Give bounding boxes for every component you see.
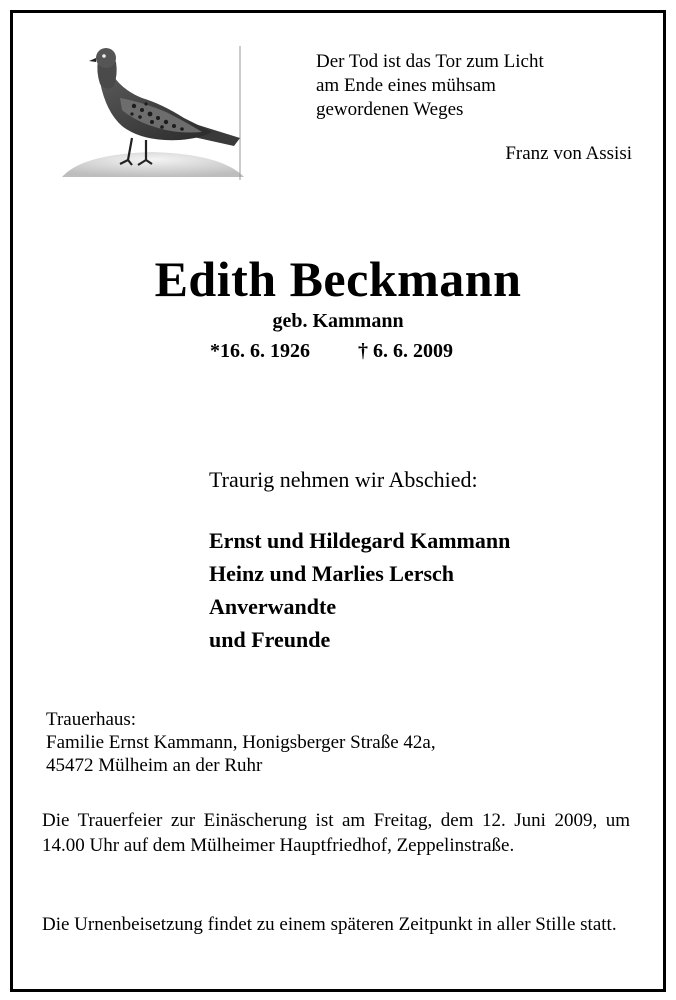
farewell-text: Traurig nehmen wir Abschied: [209, 467, 478, 492]
quote-author: Franz von Assisi [505, 143, 632, 164]
urn-burial-text: Die Urnenbeisetzung findet zu einem späteren Zeitpunkt in aller Stille statt. [42, 914, 617, 935]
mourning-house-city: 45472 Mülheim an der Ruhr [46, 755, 263, 776]
mourner: Heinz und Marlies Lersch [209, 561, 455, 586]
deceased-name: Edith Beckmann [154, 251, 522, 307]
mourner: und Freunde [209, 627, 331, 652]
quote-line: am Ende eines mühsam [316, 75, 496, 96]
death-date: † 6. 6. 2009 [358, 340, 453, 362]
mourner: Anverwandte [209, 594, 337, 619]
mourning-house-address: Familie Ernst Kammann, Honigsberger Straße 42a, [46, 732, 436, 753]
mourners-list [209, 524, 510, 656]
pigeon-icon [62, 42, 244, 182]
quote-line: Der Tod ist das Tor zum Licht [316, 51, 544, 72]
ceremony-text: Die Trauerfeier zur Einäscherung ist am Freitag, dem 12. Juni 2009, um 14.00 Uhr auf dem Mülheimer Hauptfriedhof, Zeppelinstraße. [42, 810, 630, 856]
mourner: Ernst und Hildegard Kammann [209, 528, 511, 553]
quote-line: gewordenen Weges [316, 99, 464, 120]
mourning-house-label: Trauerhaus: [46, 709, 137, 730]
quote [316, 50, 626, 122]
birth-name: geb. Kammann [272, 310, 404, 332]
birth-date: *16. 6. 1926 [210, 340, 310, 362]
mourning-house [46, 708, 436, 777]
